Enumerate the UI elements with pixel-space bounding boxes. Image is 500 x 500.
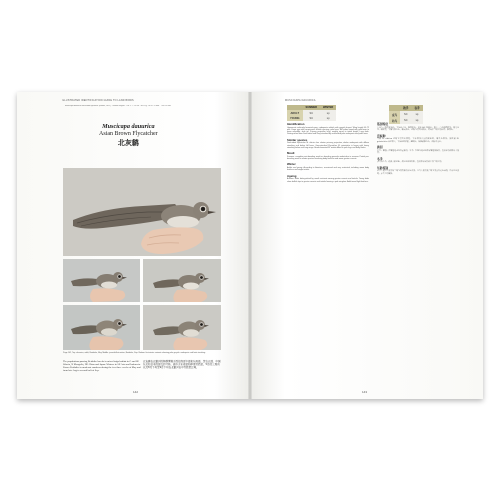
- status-row-label: 成鸟: [389, 111, 400, 117]
- section-heading: 年龄鉴别: [377, 165, 389, 170]
- status-cell: SC: [303, 116, 321, 121]
- section: [287, 174, 369, 183]
- section: [287, 122, 369, 136]
- main-bird-photo: [63, 168, 221, 256]
- section: [377, 157, 459, 164]
- status-row-label: YOUNG: [287, 116, 303, 121]
- status-cell: sp: [411, 118, 422, 124]
- section: [287, 162, 369, 171]
- section-heading: Similar species: [287, 137, 308, 142]
- section-body: 上体为一致的灰褐色，下体近白色，胸部灰色。翼长 64–72毫米。眼大，白色眼圈明显；眼先色浅。嘴较宽，下嘴基部浅色，嘴端深色。初级飞羽突出较长，约等于三级飞羽长度。腿深色。: [377, 126, 459, 132]
- bird-photo-top-left: [63, 259, 140, 302]
- right-running-head: MUSCICAPA DAUURICA: [285, 99, 316, 102]
- left-running-head: ILLUSTRATED IDENTIFICATION GUIDE TO LAND BIRDS: [62, 99, 134, 102]
- intro-text-english: The populations passing Beidaihe breeds in mixed taiga habitat in C and SE Siberia, N Mongolia, NE China and Japan. Winters in SE Asia and Indonesia. Passes Beidaihe in moderate numbers during the few three weeks of May and from late Aug to second half of Sep.: [63, 360, 141, 372]
- status-header: SUMMER: [303, 105, 321, 110]
- section-body: Autumn: Birds distinguished by moult contrasts among greater coverts and tertials. Young birds show buffish tips to greater coverts and tertials forming a pale wing-bar. Adult worn flight feathers.: [287, 178, 369, 183]
- section-heading: 近似种: [377, 133, 386, 138]
- section-body: Upperparts uniformly brownish-grey; underparts whitish with greyish breast. Wing length 64–72 mm. Large eye with conspicuous whitish eye-ring; pale lores. Bill rather broad with pale base to lower mandible, dark tip. Primary projection long, roughly equal to tertial length. Legs dark. Distinguished from Dark-sided and Grey-streaked by unstreaked pale underparts and paler lores.: [287, 126, 369, 136]
- section: [377, 145, 459, 155]
- status-cell: SC: [400, 111, 411, 117]
- section-body: 夏季：繁殖后在繁殖地进行完全换羽。冬季：在越冬地进行部分繁殖前换羽，包括体羽和部分大覆羽。: [377, 149, 459, 155]
- status-row-label: ADULT: [287, 110, 303, 115]
- left-page: [17, 92, 250, 399]
- section: [377, 134, 459, 144]
- bird-photo-bottom-right: [143, 305, 221, 350]
- status-header: WINTER: [320, 105, 336, 110]
- status-cell: sp: [320, 116, 336, 121]
- section-body: Summer: complete post-breeding moult on breeding grounds undertaken in summer. Partial pre-breeding moult in winter quarters involving body feathers and some greater coverts.: [287, 155, 369, 161]
- section-heading: Identification: [287, 122, 305, 126]
- status-cell: SC: [400, 118, 411, 124]
- chinese-name: 北灰鹟: [117, 139, 139, 147]
- section: [377, 122, 459, 132]
- status-row-label: 幼鸟: [389, 118, 400, 124]
- status-header: 秋季: [400, 105, 411, 111]
- left-top-note: Muscicapa dauurica asia brown flycatcher (Raffles, 1822) · Oriental Region · Cat. 2 · L 13 cm · Wt 10 g · W 62–72 mm · T 46–52 mm: [65, 105, 171, 107]
- section-heading: 鉴别特征: [377, 122, 389, 126]
- section-heading: Ageing: [287, 173, 297, 178]
- english-name: Asian Brown Flycatcher: [99, 131, 158, 137]
- status-table-english: [287, 105, 336, 121]
- bird-photo-bottom-left: [63, 305, 140, 350]
- status-cell: sp: [411, 111, 422, 117]
- section: [377, 166, 459, 176]
- section-body: Adults and young: According to literature, occasional and very restricted, including some body feathers and single tertials.: [287, 167, 369, 172]
- section-body: 乌鹟 M. sibirica 初级飞羽突出较短，下体较深并具模糊纵纹，嘴基色较深。灰纹鹟 M. griseisticta 体型较大，下体纵纹浓密，翅较长。褐胸鹟腿浅色，两胁皮黄色。: [377, 138, 459, 143]
- right-page: [250, 92, 483, 399]
- section-heading: Winter: [287, 162, 296, 167]
- right-page-number: 143: [362, 390, 368, 394]
- status-header: 春季: [411, 105, 422, 111]
- chinese-text-column: [377, 122, 459, 177]
- open-book: [17, 92, 483, 399]
- section-heading: Moult: [287, 151, 295, 156]
- english-text-column: [287, 122, 369, 185]
- section-body: 成鸟与幼鸟：根据文献记载，偶见且非常有限，包括部分体羽和个别三级飞羽。: [377, 161, 444, 164]
- intro-text-chinese: 北灰鹟在北戴河的种群繁殖于西伯利亚中部和东南部、蒙古北部、中国东北和日本的混交针叶林。越冬于东南亚和印度尼西亚。5月的三周内以及8月下旬至9月下旬在北戴河以中等数量过境。: [143, 360, 221, 370]
- section: [287, 151, 369, 160]
- bird-photo-top-right: [143, 259, 221, 302]
- status-cell: SC: [303, 110, 321, 115]
- section-body: 秋季：通过大覆羽与三级飞羽的换羽对比识别。幼鸟大覆羽及三级飞羽具皮黄色端斑，形成浅色翼斑。成鸟飞羽磨损。: [377, 170, 459, 175]
- book-spine: [248, 92, 252, 399]
- scientific-name: Muscicapa dauurica: [102, 123, 155, 130]
- section-heading: 换羽: [377, 145, 383, 149]
- section-body: Dark-sided Flycatcher M. sibirica has shorter primary projection, darker underparts with diffuse streaking and darker bill base. Grey-streaked Flycatcher M. griseisticta is larger with heavy streaking below and long wings. Brown-breasted M. muttui differs in pale legs and buffy flanks.: [287, 142, 369, 149]
- photo-caption: Page 142, Top: dauurica, adult, Beidaihe, May. Middle: juvenile/first-winter, Beidaihe, Sep. Bottom: first-winter variants showing pale greyish underparts and faint streaking.: [63, 352, 206, 354]
- status-cell: sp: [320, 110, 336, 115]
- section: [287, 138, 369, 149]
- section-heading: 冬季: [377, 156, 383, 161]
- species-title-block: [99, 123, 158, 148]
- left-page-number: 142: [133, 390, 139, 394]
